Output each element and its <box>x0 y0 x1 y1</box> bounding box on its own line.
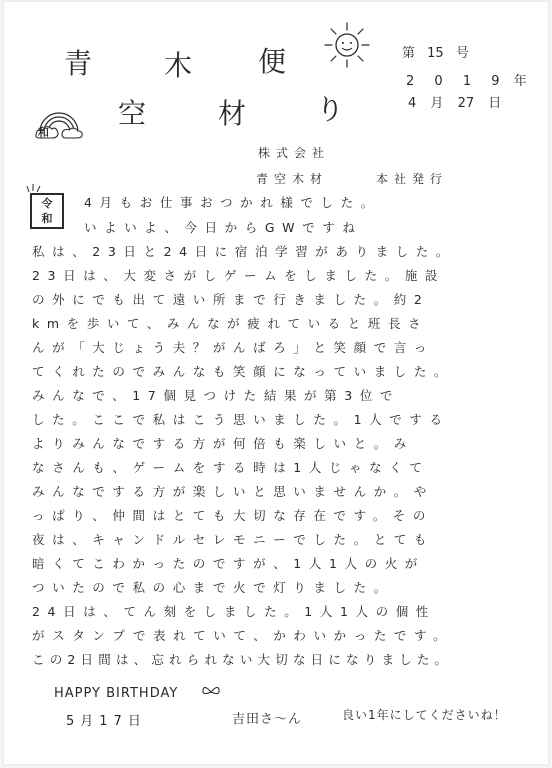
body-line-8: てくれたのでみんなも笑顔になっていました。 <box>32 364 455 379</box>
subtitle-char-2: 材 <box>218 97 247 130</box>
issue-year: 2 0 1 9 年 <box>406 74 527 89</box>
rainbow-badge-text: 和 <box>38 126 49 139</box>
company-type: 株式会社 <box>258 146 331 160</box>
body-line-7: んが「大じょう夫？がんばろ」と笑顔で言っ <box>32 340 435 355</box>
body-line-10: した。ここで私はこう思いました。1人でする <box>32 412 450 427</box>
body-line-20: この2日間は、忘れられない大切な日になりました。 <box>32 652 453 667</box>
publisher-label: 本社発行 <box>376 172 449 186</box>
subtitle-char-3: り <box>316 93 345 126</box>
birthday-wish: 良い1年にしてくださいね！ <box>342 708 507 722</box>
ribbon-icon <box>200 684 222 700</box>
body-line-4: 23日は、大変さがしゲームをしました。施設 <box>32 268 446 283</box>
title-char-2: 木 <box>164 49 193 82</box>
title-char-1: 青 <box>64 47 93 80</box>
issue-number: 第 15 号 <box>402 46 469 61</box>
body-line-6: kmを歩いて、みんなが疲れていると班長さ <box>32 316 429 331</box>
body-line-19: がスタンプで表れていて、かわいかったです。 <box>32 628 454 643</box>
subtitle-char-1: 空 <box>118 97 147 130</box>
body-line-5: の外にでも出て遠い所まで行きました。約2 <box>32 292 430 307</box>
body-line-2: いよいよ、今日からGWですね <box>84 220 363 235</box>
body-line-1: 4月もお仕事おつかれ様でした。 <box>84 195 381 210</box>
sparkle-icon <box>26 182 42 194</box>
birthday-heading: HAPPY BIRTHDAY <box>54 686 179 701</box>
issue-date: 4 月 27 日 <box>408 96 502 111</box>
body-line-9: みんなで、17個見つけた結果が第3位で <box>32 388 401 403</box>
body-line-3: 私は、23日と24日に宿泊学習がありました。 <box>32 244 457 259</box>
birthday-date: 5月17日 <box>66 714 147 729</box>
body-line-15: 夜は、キャンドルセレモニーでした。とても <box>32 532 435 547</box>
body-line-11: よりみんなでする方が何倍も楽しいと。み <box>32 436 414 451</box>
company-name: 青空木材 <box>256 172 329 186</box>
letter-paper <box>4 2 548 764</box>
body-line-13: みんなでする方が楽しいと思いませんか。や <box>32 484 435 499</box>
body-line-12: なさんも、ゲームをする時は1人じゃなくて <box>32 460 430 475</box>
body-line-18: 24日は、てん刻をしました。1人1人の個性 <box>32 604 436 619</box>
birthday-name: 吉田さ～ん <box>232 712 303 727</box>
body-line-16: 暗くてこわかったのですが、1人1人の火が <box>32 556 425 571</box>
title-char-3: 便 <box>258 45 287 78</box>
body-line-14: っぱり、仲間はとても大切な存在です。その <box>32 508 434 523</box>
reiwa-badge: 令 和 <box>30 193 64 229</box>
body-line-17: ついたので私の心まで火で灯りました。 <box>32 580 394 595</box>
sun-icon <box>320 20 374 70</box>
